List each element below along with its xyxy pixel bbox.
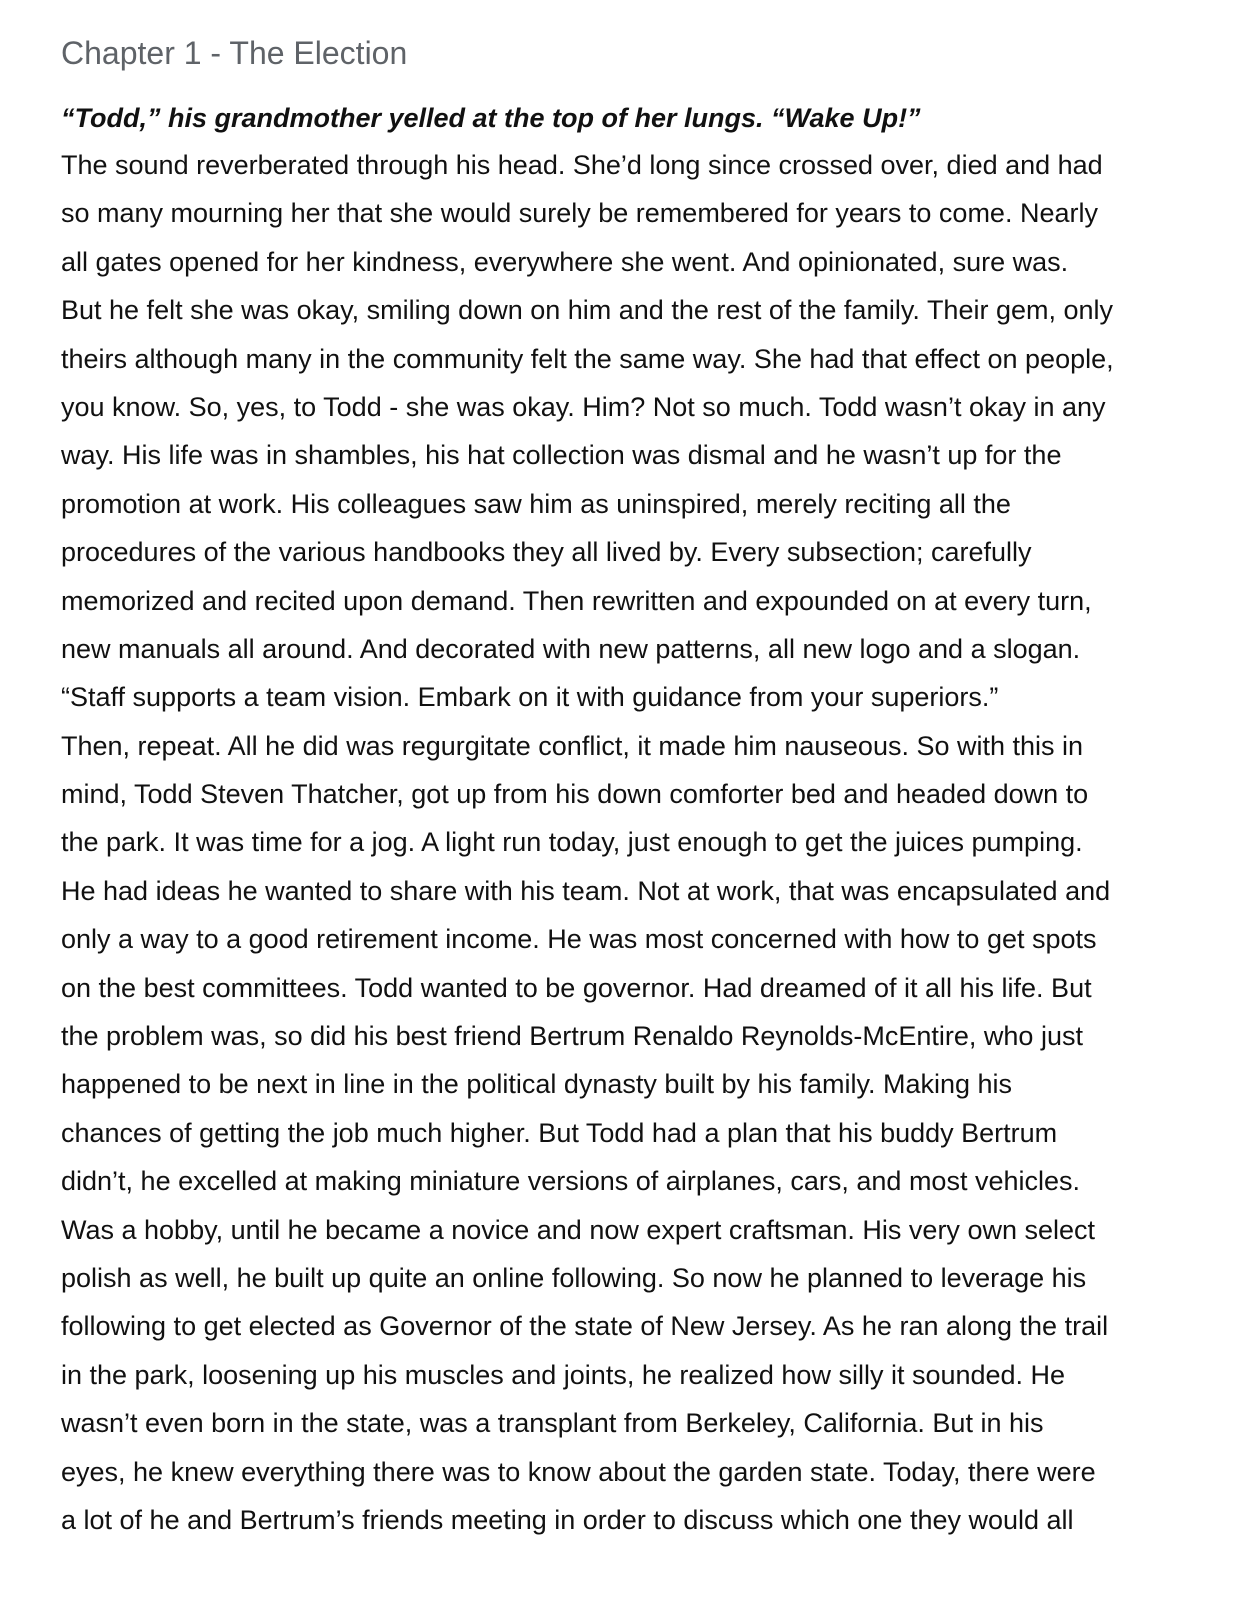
body-text — [61, 141, 1221, 1544]
text-line: The sound reverberated through his head. She’d long since crossed over, died and had — [61, 150, 1103, 180]
text-line: on the best committees. Todd wanted to be governor. Had dreamed of it all his life. But — [61, 972, 1092, 1003]
text-line: But he felt she was okay, smiling down on him and the rest of the family. Their gem, only — [61, 295, 1114, 326]
text-line: Was a hobby, until he became a novice and now expert craftsman. His very own select — [61, 1214, 1096, 1245]
text-line: procedures of the various handbooks they all lived by. Every subsection; carefully — [61, 537, 1032, 568]
text-line: way. His life was in shambles, his hat collection was dismal and he wasn’t up for the — [61, 440, 1062, 471]
chapter-title: Chapter 1 - The Election — [61, 35, 408, 71]
text-line: the problem was, so did his best friend Bertrum Renaldo Reynolds-McEntire, who just — [61, 1021, 1083, 1052]
text-line: so many mourning her that she would surely be remembered for years to come. Nearly — [61, 198, 1098, 229]
opening-line: “Todd,” his grandmother yelled at the top of her lungs. “Wake Up!” — [61, 103, 921, 133]
text-line: Then, repeat. All he did was regurgitate conflict, it made him nauseous. So with this in — [61, 730, 1084, 761]
text-line: following to get elected as Governor of the state of New Jersey. As he ran along the trail — [61, 1311, 1109, 1342]
text-line: you know. So, yes, to Todd - she was okay. Him? Not so much. Todd wasn’t okay in any — [61, 391, 1106, 422]
text-line: new manuals all around. And decorated with new patterns, all new logo and a slogan. — [61, 633, 1081, 664]
text-line: eyes, he knew everything there was to know about the garden state. Today, there were — [61, 1456, 1096, 1487]
text-line: polish as well, he built up quite an online following. So now he planned to leverage his — [61, 1262, 1087, 1293]
text-line: didn’t, he excelled at making miniature versions of airplanes, cars, and most vehicles. — [61, 1166, 1080, 1197]
text-line: “Staff supports a team vision. Embark on it with guidance from your superiors.” — [61, 682, 999, 713]
text-line: promotion at work. His colleagues saw him as uninspired, merely reciting all the — [61, 488, 1011, 519]
text-line: mind, Todd Steven Thatcher, got up from his down comforter bed and headed down to — [61, 779, 1089, 810]
text-line: memorized and recited upon demand. Then rewritten and expounded on at every turn, — [61, 585, 1092, 616]
text-line: He had ideas he wanted to share with his team. Not at work, that was encapsulated and — [61, 875, 1111, 906]
text-line: in the park, loosening up his muscles and joints, he realized how silly it sounded. He — [61, 1359, 1066, 1390]
text-line: chances of getting the job much higher. But Todd had a plan that his buddy Bertrum — [61, 1117, 1058, 1148]
text-line: wasn’t even born in the state, was a transplant from Berkeley, California. But in his — [61, 1408, 1044, 1439]
text-line: the park. It was time for a jog. A light run today, just enough to get the juices pumping. — [61, 827, 1083, 858]
text-line: a lot of he and Bertrum’s friends meeting in order to discuss which one they would all — [61, 1504, 1074, 1535]
text-line: theirs although many in the community felt the same way. She had that effect on people, — [61, 343, 1114, 374]
text-line: all gates opened for her kindness, everywhere she went. And opinionated, sure was. — [61, 246, 1069, 277]
text-line: only a way to a good retirement income. He was most concerned with how to get spots — [61, 924, 1097, 955]
text-line: happened to be next in line in the political dynasty built by his family. Making his — [61, 1069, 1013, 1100]
